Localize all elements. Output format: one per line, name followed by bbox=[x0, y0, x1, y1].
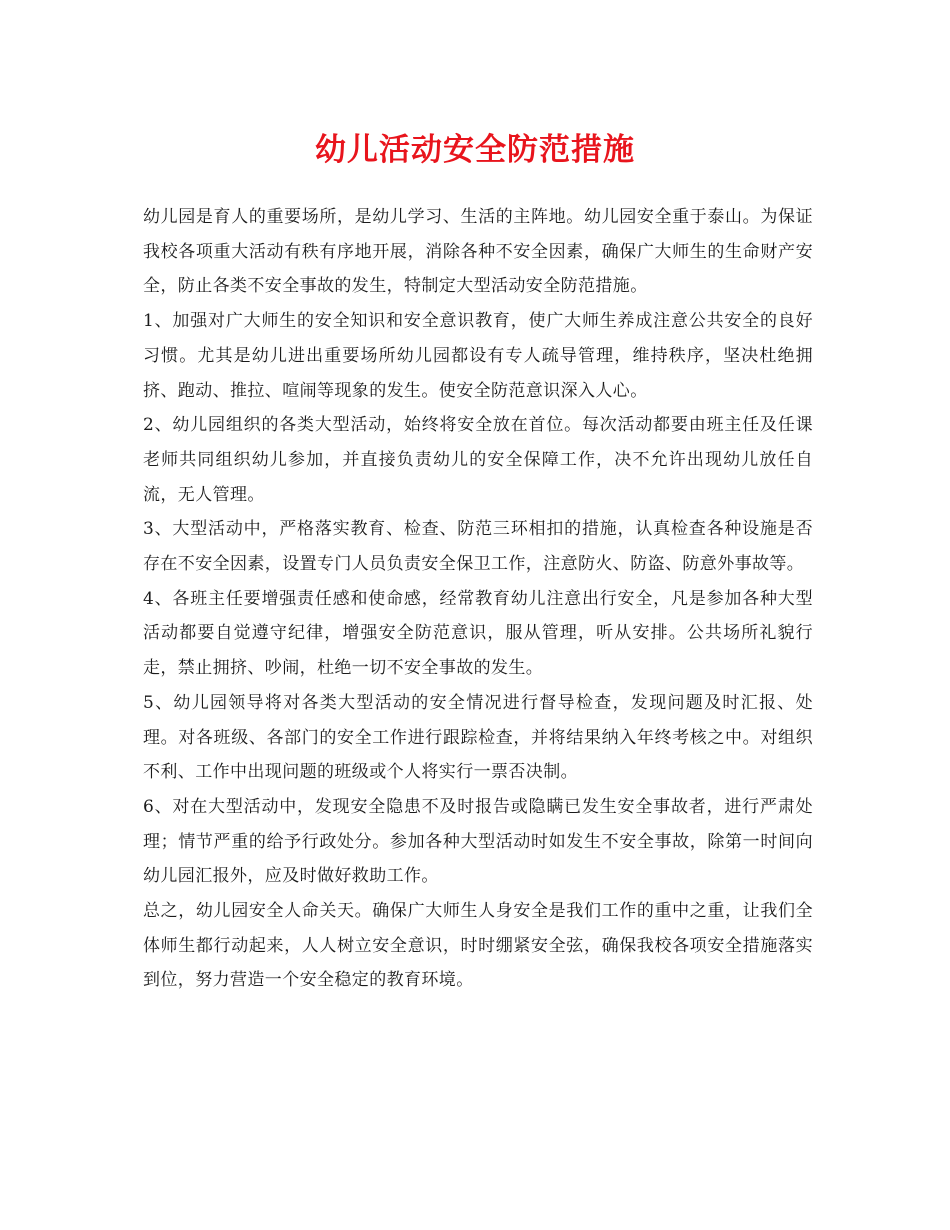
intro-paragraph: 幼儿园是育人的重要场所，是幼儿学习、生活的主阵地。幼儿园安全重于泰山。为保证我校各项重大活动有秩有序地开展，消除各种不安全因素，确保广大师生的生命财产安全，防止各类不安全事故的发生，特制定大型活动安全防范措施。 bbox=[143, 207, 813, 297]
conclusion-paragraph: 总之，幼儿园安全人命关天。确保广大师生人身安全是我们工作的重中之重，让我们全体师生都行动起来，人人树立安全意识，时时绷紧安全弦，确保我校各项安全措施落实到位，努力营造一个安全稳定的教育环境。 bbox=[143, 901, 813, 991]
measure-5-paragraph: 5、幼儿园领导将对各类大型活动的安全情况进行督导检查，发现问题及时汇报、处理。对各班级、各部门的安全工作进行跟踪检查，并将结果纳入年终考核之中。对组织不利、工作中出现问题的班级或个人将实行一票否决制。 bbox=[143, 692, 813, 783]
measure-4-paragraph: 4、各班主任要增强责任感和使命感，经常教育幼儿注意出行安全，凡是参加各种大型活动都要自觉遵守纪律，增强安全防范意识，服从管理，听从安排。公共场所礼貌行走，禁止拥挤、吵闹，杜绝一切不安全事故的发生。 bbox=[143, 588, 813, 679]
measure-3-paragraph: 3、大型活动中，严格落实教育、检查、防范三环相扣的措施，认真检查各种设施是否存在不安全因素，设置专门人员负责安全保卫工作，注意防火、防盗、防意外事故等。 bbox=[143, 519, 813, 575]
measure-1-paragraph: 1、加强对广大师生的安全知识和安全意识教育，使广大师生养成注意公共安全的良好习惯。尤其是幼儿进出重要场所幼儿园都设有专人疏导管理，维持秩序，坚决杜绝拥挤、跑动、推拉、喧闹等现象的发生。使安全防范意识深入人心。 bbox=[143, 311, 813, 401]
document-title: 幼儿活动安全防范措施 bbox=[315, 132, 635, 168]
measure-6-paragraph: 6、对在大型活动中，发现安全隐患不及时报告或隐瞒已发生安全事故者，进行严肃处理；情节严重的给予行政处分。参加各种大型活动时如发生不安全事故，除第一时间向幼儿园汇报外，应及时做好救助工作。 bbox=[143, 796, 813, 887]
measure-2-paragraph: 2、幼儿园组织的各类大型活动，始终将安全放在首位。每次活动都要由班主任及任课老师共同组织幼儿参加，并直接负责幼儿的安全保障工作，决不允许出现幼儿放任自流，无人管理。 bbox=[143, 415, 813, 505]
document-body bbox=[143, 200, 813, 998]
